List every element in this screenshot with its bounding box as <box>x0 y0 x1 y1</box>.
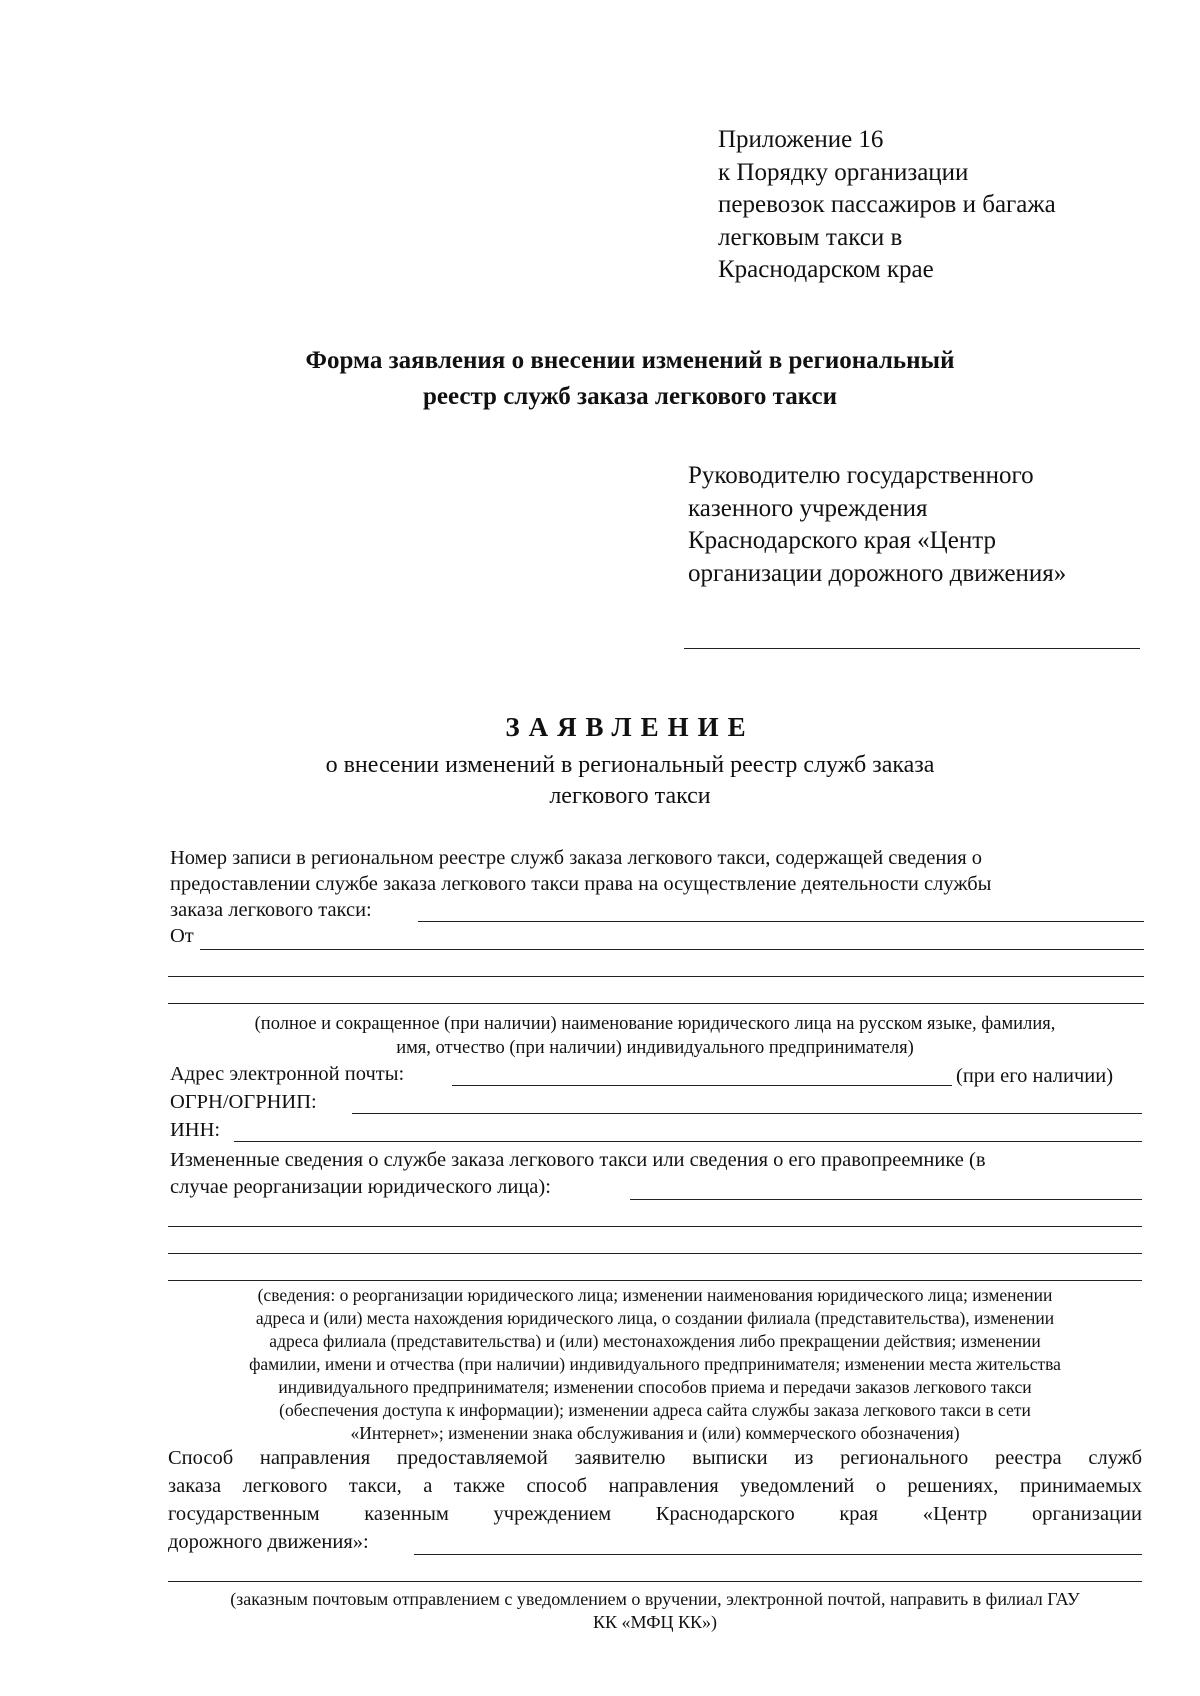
addressee-line: Краснодарского края «Центр <box>688 527 996 554</box>
appendix-line: перевозок пассажиров и багажа <box>718 191 1056 218</box>
addressee-name-field[interactable] <box>684 648 1140 649</box>
changes-note-line: (обеспечения доступа к информации); изменении адреса сайта службы заказа легкового такси в сети <box>279 1400 1031 1420</box>
appendix-line: Приложение 16 <box>718 126 884 153</box>
addressee-block <box>688 460 1066 590</box>
form-title-line: Форма заявления о внесении изменений в региональный <box>305 347 955 374</box>
changed-info-field-line-2[interactable] <box>168 1226 1142 1227</box>
applicant-note-line: (полное и сокращенное (при наличии) наименование юридического лица на русском языке, фамилия, <box>254 1014 1056 1034</box>
changes-note-line: (сведения: о реорганизации юридического лица; изменении наименования юридического лица; изменении <box>257 1285 1053 1305</box>
changes-note-line: индивидуального предпринимателя; изменении способов приема и передачи заказов легкового такси <box>278 1377 1032 1397</box>
statement-subtitle-line: легкового такси <box>549 783 711 809</box>
appendix-line: Краснодарском крае <box>718 256 934 283</box>
delivery-note-line: КК «МФЦ КК») <box>592 1612 717 1632</box>
changes-note-line: адреса филиала (представительства) и (или) местонахождения либо прекращении действия; изменении <box>269 1331 1041 1351</box>
changed-info-field-line-3[interactable] <box>168 1253 1142 1254</box>
ogrn-label: ОГРН/ОГРНИП: <box>170 1091 317 1113</box>
applicant-name-field[interactable] <box>200 949 1144 950</box>
delivery-note-line: (заказным почтовым отправлением с уведомлением о вручении, электронной почтой, направить в филиал ГАУ <box>230 1589 1080 1609</box>
applicant-field-note <box>160 1012 1150 1060</box>
email-optional-note: (при его наличии) <box>956 1065 1114 1087</box>
delivery-text-line: государственным казенным учреждением Краснодарского края «Центр организации <box>168 1503 1142 1525</box>
delivery-method-field[interactable] <box>414 1554 1142 1555</box>
delivery-text-line: Способ направления предоставляемой заявителю выписки из регионального реестра служб <box>168 1447 1142 1469</box>
record-number-text-line: Номер записи в региональном реестре служб заказа легкового такси, содержащей сведения о <box>170 847 983 869</box>
addressee-line: организации дорожного движения» <box>688 559 1067 587</box>
changed-info-field[interactable] <box>630 1199 1142 1200</box>
delivery-label: дорожного движения»: <box>168 1531 369 1553</box>
from-label: От <box>170 925 194 947</box>
changes-note-line: «Интернет»; изменении знака обслуживания и (или) коммерческого обозначения) <box>350 1423 960 1443</box>
appendix-line: к Порядку организации <box>718 158 969 186</box>
addressee-line: казенного учреждения <box>688 494 928 522</box>
addressee-line: Руководителю государственного <box>688 462 1034 489</box>
changed-info-field-line-4[interactable] <box>168 1280 1142 1281</box>
inn-field[interactable] <box>234 1141 1142 1142</box>
changed-info-text-line: Измененные сведения о службе заказа легкового такси или сведения о его правопреемнике (в <box>170 1149 986 1171</box>
changes-note-line: адреса и (или) места нахождения юридического лица, о создании филиала (представительства), изменении <box>255 1308 1055 1328</box>
delivery-text-line: заказа легкового такси, а также способ направления уведомлений о решениях, принимаемых <box>168 1475 1142 1497</box>
changes-note-line: фамилии, имени и отчества (при наличии) индивидуального предпринимателя; изменении места жительства <box>249 1354 1061 1374</box>
appendix-reference <box>718 124 1056 287</box>
applicant-name-field-line-3[interactable] <box>168 1003 1144 1004</box>
ogrn-field[interactable] <box>352 1113 1142 1114</box>
statement-title: ЗАЯВЛЕНИЕ <box>505 712 755 742</box>
changes-note <box>160 1284 1150 1445</box>
inn-label: ИНН: <box>170 1119 221 1141</box>
delivery-note <box>160 1588 1150 1634</box>
statement-subtitle <box>230 750 1030 812</box>
applicant-note-line: имя, отчество (при наличии) индивидуального предпринимателя) <box>396 1038 914 1058</box>
form-title-line: реестр служб заказа легкового такси <box>422 383 838 410</box>
record-number-field[interactable] <box>418 921 1144 922</box>
statement-subtitle-line: о внесении изменений в региональный реестр служб заказа <box>325 752 935 778</box>
record-number-text-line: предоставлении службе заказа легкового такси права на осуществление деятельности службы <box>170 873 992 895</box>
changed-info-label: случае реорганизации юридического лица): <box>170 1176 551 1198</box>
email-field[interactable] <box>452 1085 952 1086</box>
appendix-line: легковым такси в <box>718 223 903 251</box>
email-label: Адрес электронной почты: <box>170 1063 405 1085</box>
applicant-name-field-line-2[interactable] <box>168 976 1144 977</box>
delivery-method-field-line-2[interactable] <box>168 1581 1142 1582</box>
form-title <box>200 343 1060 415</box>
record-number-label: заказа легкового такси: <box>170 899 372 921</box>
